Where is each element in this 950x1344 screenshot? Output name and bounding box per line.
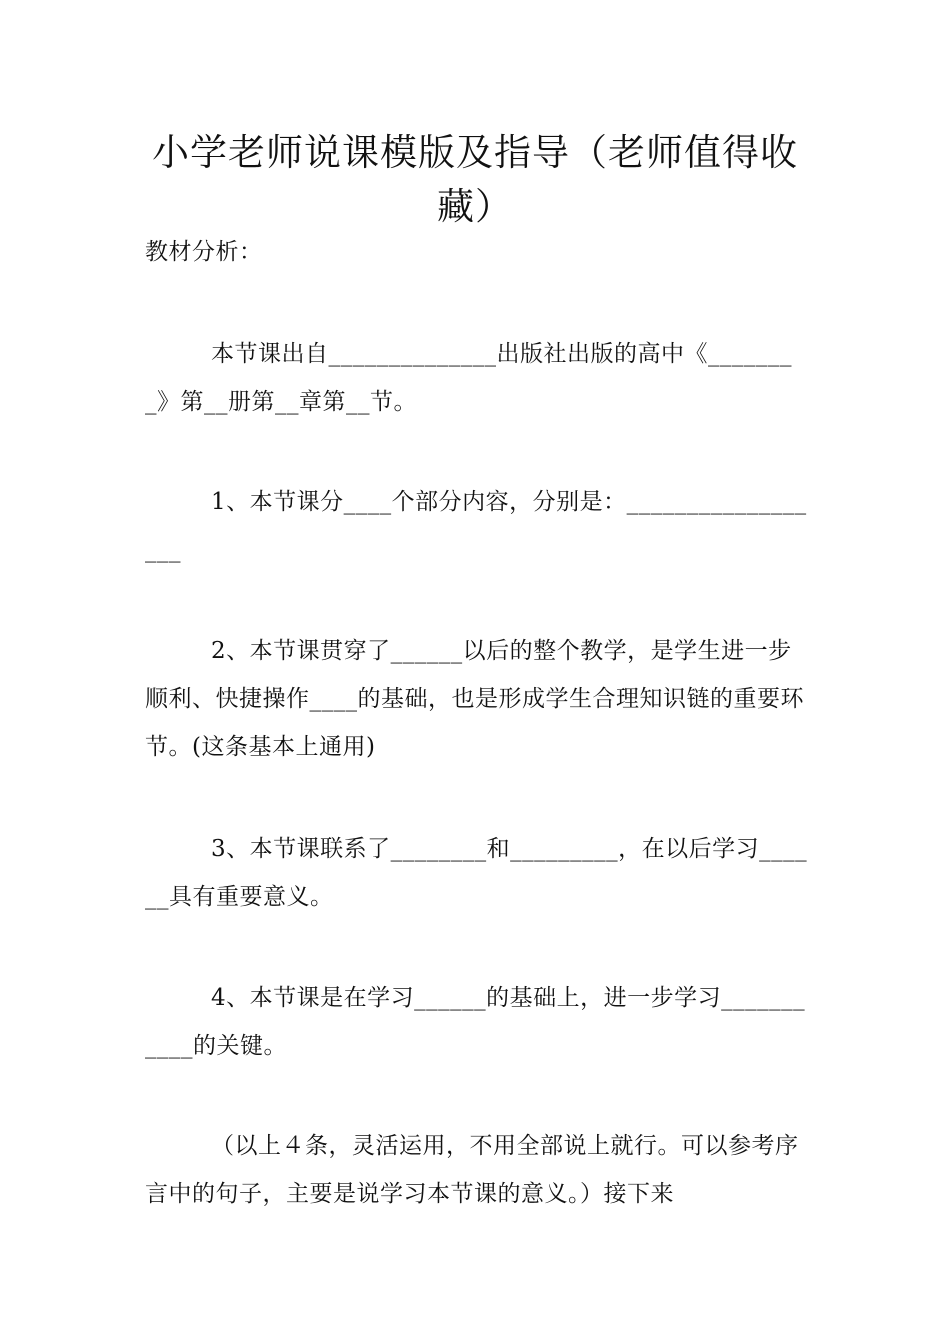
paragraph-item-1: 1、本节课分____个部分内容，分别是：__________________ <box>145 489 807 563</box>
paragraph-item-4: 4、本节课是在学习______的基础上，进一步学习___________的关键。 <box>145 985 806 1059</box>
section-label-textbook-analysis: 教材分析： <box>145 239 263 265</box>
paragraph-note: （以上４条，灵活运用，不用全部说上就行。可以参考序言中的句子，主要是说学习本节课的意义。）接下来 <box>145 1133 799 1207</box>
paragraph-source: 本节课出自______________出版社出版的高中《________》第__册第__章第__节。 <box>145 341 792 415</box>
paragraph-item-2: 2、本节课贯穿了______以后的整个教学，是学生进一步顺利、快捷操作____的基础，也是形成学生合理知识链的重要环节。(这条基本上通用) <box>145 638 804 760</box>
document-title: 小学老师说课模版及指导（老师值得收藏） <box>152 131 798 228</box>
paragraph-item-3: 3、本节课联系了________和_________，在以后学习______具有重要意义。 <box>145 836 808 910</box>
